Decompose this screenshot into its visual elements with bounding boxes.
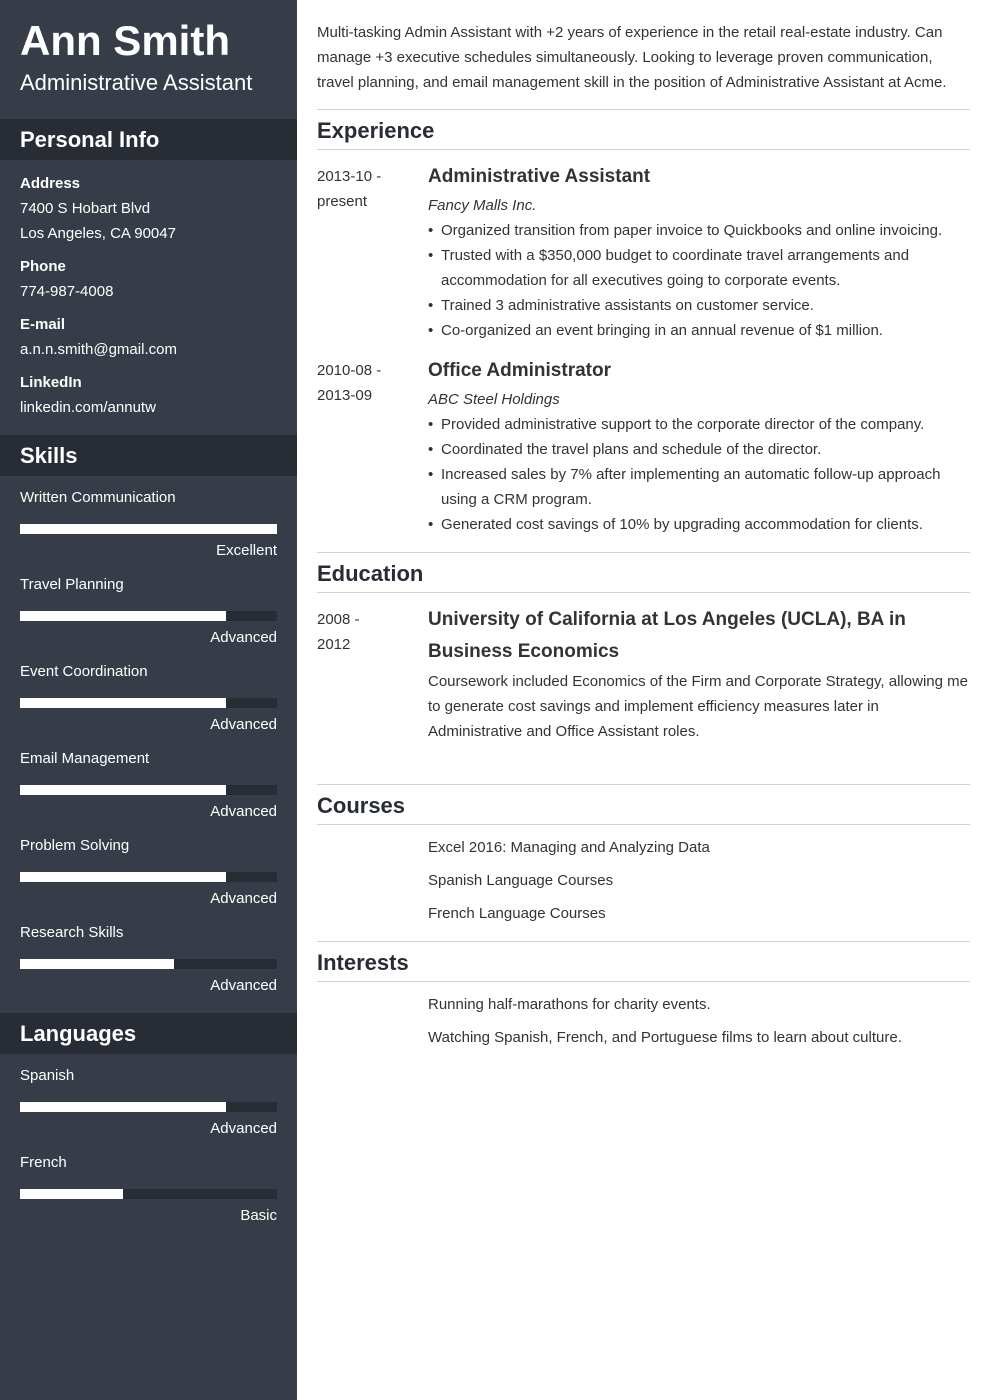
skill-bar-fill — [20, 524, 277, 534]
skill-name: Event Coordination — [20, 663, 148, 680]
skill-bar — [20, 872, 277, 882]
skill-bar — [20, 785, 277, 795]
skill-level: Advanced — [210, 890, 277, 907]
bullet-item: • Increased sales by 7% after implementing an automatic follow-up approach using a CRM program. — [428, 462, 970, 512]
bullet-list — [428, 218, 970, 343]
courses-list — [317, 835, 970, 926]
phone-label: Phone — [20, 258, 66, 275]
sidebar — [0, 0, 297, 1400]
bullet-list — [428, 412, 970, 537]
skills-heading: Skills — [0, 435, 297, 476]
language-item — [0, 1153, 297, 1226]
skill-bar-fill — [20, 611, 226, 621]
skill-level: Advanced — [210, 977, 277, 994]
email-block — [0, 304, 297, 362]
main-content — [297, 0, 990, 1400]
skill-item — [0, 662, 297, 735]
interests-list — [317, 992, 970, 1050]
language-item — [0, 1066, 297, 1139]
personal-info-heading: Personal Info — [0, 119, 297, 160]
skill-bar — [20, 524, 277, 534]
linkedin-label: LinkedIn — [20, 374, 82, 391]
interest-item: Running half-marathons for charity events. — [428, 996, 711, 1013]
entry-date — [317, 604, 428, 744]
bullet-item: • Coordinated the travel plans and schedule of the director. — [428, 437, 970, 462]
skill-level: Advanced — [210, 803, 277, 820]
address-line-2: Los Angeles, CA 90047 — [20, 225, 176, 242]
candidate-name: Ann Smith — [20, 17, 230, 64]
phone-value: 774-987-4008 — [20, 283, 114, 300]
education-entry — [317, 604, 970, 744]
education-heading: Education — [317, 552, 970, 593]
skill-item — [0, 488, 297, 561]
entry-body — [428, 164, 970, 343]
courses-heading: Courses — [317, 784, 970, 825]
course-item: French Language Courses — [428, 905, 606, 922]
skill-item — [0, 575, 297, 648]
email-label: E-mail — [20, 316, 66, 333]
skill-bar-fill — [20, 872, 226, 882]
date-end: present — [317, 193, 368, 210]
skill-item — [0, 749, 297, 822]
company-name: ABC Steel Holdings — [428, 391, 560, 408]
job-title: Office Administrator — [428, 360, 611, 381]
skill-item — [0, 836, 297, 909]
address-block — [0, 160, 297, 246]
bullet-item: • Co-organized an event bringing in an annual revenue of $1 million. — [428, 318, 970, 343]
entry-date — [317, 358, 428, 537]
skill-level: Excellent — [216, 542, 277, 559]
language-level: Basic — [240, 1207, 277, 1224]
address-line-1: 7400 S Hobart Blvd — [20, 200, 151, 217]
skill-bar-fill — [20, 959, 174, 969]
email-value: a.n.n.smith@gmail.com — [20, 341, 177, 358]
date-end: 2012 — [317, 636, 351, 653]
entry-date — [317, 164, 428, 343]
skill-bar-fill — [20, 785, 226, 795]
skill-bar — [20, 698, 277, 708]
skill-name: Written Communication — [20, 489, 176, 506]
languages-heading: Languages — [0, 1013, 297, 1054]
candidate-title: Administrative Assistant — [20, 70, 253, 95]
bullet-item: • Trained 3 administrative assistants on customer service. — [428, 293, 970, 318]
date-start: 2008 - — [317, 611, 360, 628]
language-bar — [20, 1189, 277, 1199]
bullet-item: • Organized transition from paper invoice to Quickbooks and online invoicing. — [428, 218, 970, 243]
interests-heading: Interests — [317, 941, 970, 982]
language-bar — [20, 1102, 277, 1112]
company-name: Fancy Malls Inc. — [428, 197, 537, 214]
skill-name: Problem Solving — [20, 837, 130, 854]
entry-body — [428, 358, 970, 537]
skill-name: Research Skills — [20, 924, 124, 941]
linkedin-block — [0, 362, 297, 420]
entry-body — [428, 604, 970, 744]
degree-title: University of California at Los Angeles (UCLA), BA in Business Economics — [428, 609, 906, 662]
degree-description: Coursework included Economics of the Firm and Corporate Strategy, allowing me to generate cost savings and implement efficiency measures later in Administrative and Office Assistant roles. — [428, 673, 968, 740]
job-title: Administrative Assistant — [428, 166, 651, 187]
experience-entry — [317, 358, 970, 537]
language-bar-fill — [20, 1102, 226, 1112]
interest-item: Watching Spanish, French, and Portuguese films to learn about culture. — [428, 1029, 902, 1046]
skills-list — [0, 476, 297, 996]
experience-heading: Experience — [317, 109, 970, 150]
phone-block — [0, 246, 297, 304]
language-name: Spanish — [20, 1067, 75, 1084]
skill-bar — [20, 959, 277, 969]
skill-bar — [20, 611, 277, 621]
course-item: Excel 2016: Managing and Analyzing Data — [428, 839, 710, 856]
address-label: Address — [20, 175, 81, 192]
course-item: Spanish Language Courses — [428, 872, 614, 889]
date-end: 2013-09 — [317, 387, 373, 404]
skill-item — [0, 923, 297, 996]
summary: Multi-tasking Admin Assistant with +2 years of experience in the retail real-estate industry. Can manage +3 executive schedules simultaneously. Looking to leverage proven communication, travel planning, and email management skill in the position of Administrative Assistant at Acme. — [317, 24, 947, 91]
linkedin-value: linkedin.com/annutw — [20, 399, 156, 416]
bullet-item: • Provided administrative support to the corporate director of the company. — [428, 412, 970, 437]
language-bar-fill — [20, 1189, 123, 1199]
language-name: French — [20, 1154, 67, 1171]
date-start: 2010-08 - — [317, 362, 382, 379]
bullet-item: • Trusted with a $350,000 budget to coordinate travel arrangements and accommodation for all executives going to corporate events. — [428, 243, 970, 293]
language-level: Advanced — [210, 1120, 277, 1137]
experience-entry — [317, 164, 970, 343]
skill-name: Email Management — [20, 750, 150, 767]
bullet-item: • Generated cost savings of 10% by upgrading accommodation for clients. — [428, 512, 970, 537]
skill-level: Advanced — [210, 629, 277, 646]
languages-list — [0, 1054, 297, 1226]
skill-name: Travel Planning — [20, 576, 124, 593]
skill-bar-fill — [20, 698, 226, 708]
skill-level: Advanced — [210, 716, 277, 733]
date-start: 2013-10 - — [317, 168, 382, 185]
